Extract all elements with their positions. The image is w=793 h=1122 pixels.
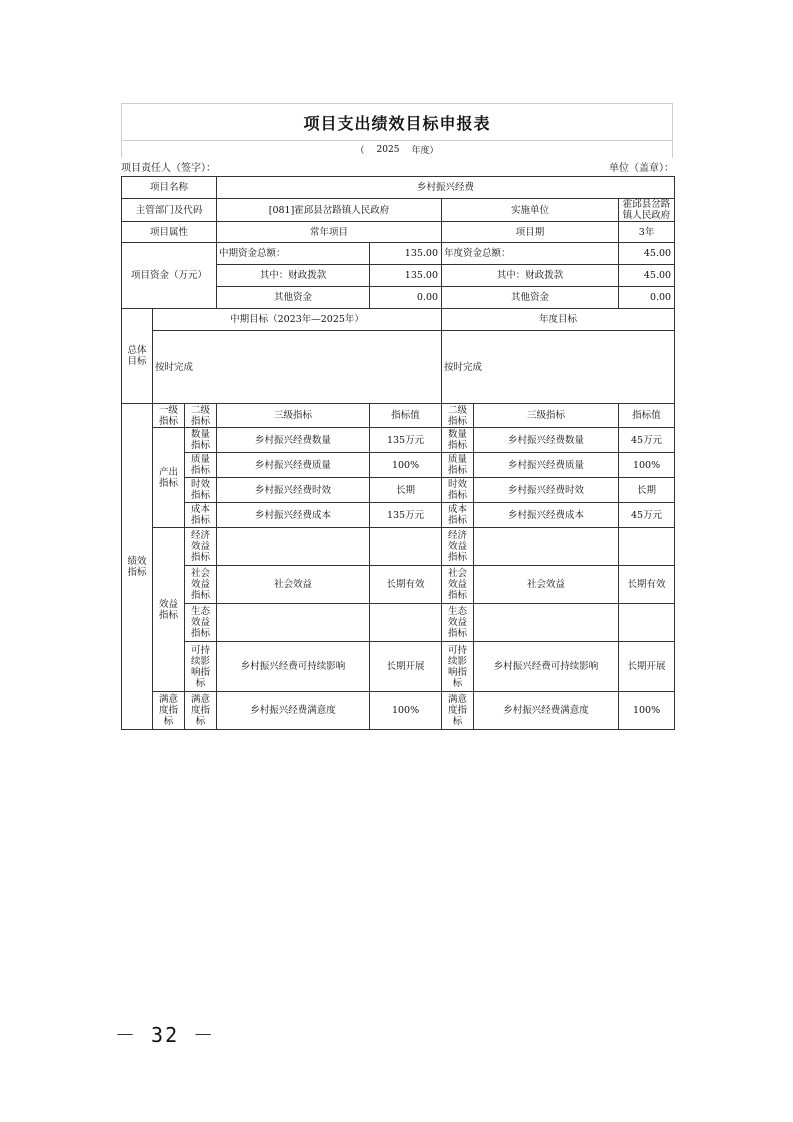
period-label: 项目期 [442, 222, 619, 243]
table-row [122, 428, 675, 453]
table-row [122, 177, 675, 199]
year-value: 2025 [376, 144, 400, 155]
table-row [122, 243, 675, 265]
table-row [122, 404, 675, 428]
table-row [122, 566, 675, 604]
performance-table [121, 176, 675, 730]
mid-goal-header: 中期目标（2023年—2025年） [153, 309, 442, 331]
mid-fiscal-label: 其中：财政拨款 [217, 265, 370, 287]
quality-name: 乡村振兴经费质量 [217, 453, 370, 478]
year-fiscal-value: 45.00 [619, 265, 675, 287]
mid-total-value: 135.00 [370, 243, 442, 265]
year-open: （ [355, 146, 365, 156]
goals-label: 总体目标 [122, 309, 153, 404]
social-l2-year: 社会效益指标 [442, 566, 474, 604]
satisfaction-name: 乡村振兴经费满意度 [217, 692, 370, 730]
benefit-label: 效益指标 [153, 528, 185, 692]
year-fiscal-label: 其中：财政拨款 [442, 265, 619, 287]
timeliness-mid: 长期 [370, 478, 442, 503]
dept-label: 主管部门及代码 [122, 199, 217, 222]
quantity-mid: 135万元 [370, 428, 442, 453]
mid-goal-text: 按时完成 [153, 331, 442, 404]
social-l2: 社会效益指标 [185, 566, 217, 604]
impl-value: 霍邱县岔路镇人民政府 [619, 199, 675, 222]
mid-fiscal-value: 135.00 [370, 265, 442, 287]
table-row [122, 199, 675, 222]
mid-total-label: 中期资金总额： [217, 243, 370, 265]
timeliness-year: 长期 [619, 478, 675, 503]
year-total-label: 年度资金总额： [442, 243, 619, 265]
economic-year [619, 528, 675, 566]
table-row [122, 642, 675, 692]
economic-l2-year: 经济效益指标 [442, 528, 474, 566]
attr-value: 常年项目 [217, 222, 442, 243]
ecological-l2: 生态效益指标 [185, 604, 217, 642]
ecological-l2-year: 生态效益指标 [442, 604, 474, 642]
sustainable-l2: 可持续影响指标 [185, 642, 217, 692]
impl-label: 实施单位 [442, 199, 619, 222]
table-row [122, 692, 675, 730]
quality-mid: 100% [370, 453, 442, 478]
mid-other-value: 0.00 [370, 287, 442, 309]
economic-l2: 经济效益指标 [185, 528, 217, 566]
ecological-name [217, 604, 370, 642]
quantity-name: 乡村振兴经费数量 [217, 428, 370, 453]
ecological-year [619, 604, 675, 642]
l3-header-year: 三级指标 [474, 404, 619, 428]
cost-l2-year: 成本指标 [442, 503, 474, 528]
quantity-l2: 数量指标 [185, 428, 217, 453]
l1-header: 一级指标 [153, 404, 185, 428]
responsible-label: 项目责任人（签字）： [121, 162, 216, 174]
social-mid: 长期有效 [370, 566, 442, 604]
period-value: 3年 [619, 222, 675, 243]
satisfaction-l2-year: 满意度指标 [442, 692, 474, 730]
cost-year: 45万元 [619, 503, 675, 528]
form-header [121, 103, 673, 158]
table-row [122, 604, 675, 642]
table-row [122, 331, 675, 404]
sustainable-name-year: 乡村振兴经费可持续影响 [474, 642, 619, 692]
attr-label: 项目属性 [122, 222, 217, 243]
value-header: 指标值 [370, 404, 442, 428]
quality-name-year: 乡村振兴经费质量 [474, 453, 619, 478]
indicators-label: 绩效指标 [122, 404, 153, 730]
table-row [122, 453, 675, 478]
cost-l2: 成本指标 [185, 503, 217, 528]
sustainable-name: 乡村振兴经费可持续影响 [217, 642, 370, 692]
economic-mid [370, 528, 442, 566]
cost-name-year: 乡村振兴经费成本 [474, 503, 619, 528]
l2-header-year: 二级指标 [442, 404, 474, 428]
dept-value: [081]霍邱县岔路镇人民政府 [217, 199, 442, 222]
timeliness-name: 乡村振兴经费时效 [217, 478, 370, 503]
timeliness-l2: 时效指标 [185, 478, 217, 503]
table-row [122, 528, 675, 566]
ecological-mid [370, 604, 442, 642]
sustainable-year: 长期开展 [619, 642, 675, 692]
table-row [122, 222, 675, 243]
economic-name-year [474, 528, 619, 566]
project-name: 乡村振兴经费 [217, 177, 675, 199]
funds-label: 项目资金（万元） [122, 243, 217, 309]
form-title: 项目支出绩效目标申报表 [121, 103, 673, 140]
quantity-name-year: 乡村振兴经费数量 [474, 428, 619, 453]
l3-header: 三级指标 [217, 404, 370, 428]
year-goal-text: 按时完成 [442, 331, 675, 404]
year-line [121, 140, 673, 158]
timeliness-name-year: 乡村振兴经费时效 [474, 478, 619, 503]
quality-year: 100% [619, 453, 675, 478]
year-other-value: 0.00 [619, 287, 675, 309]
value-header-year: 指标值 [619, 404, 675, 428]
economic-name [217, 528, 370, 566]
social-name-year: 社会效益 [474, 566, 619, 604]
cost-name: 乡村振兴经费成本 [217, 503, 370, 528]
ecological-name-year [474, 604, 619, 642]
timeliness-l2-year: 时效指标 [442, 478, 474, 503]
sustainable-mid: 长期开展 [370, 642, 442, 692]
table-row [122, 309, 675, 331]
satisfaction-year: 100% [619, 692, 675, 730]
l2-header: 二级指标 [185, 404, 217, 428]
cost-mid: 135万元 [370, 503, 442, 528]
quality-l2: 质量指标 [185, 453, 217, 478]
satisfaction-name-year: 乡村振兴经费满意度 [474, 692, 619, 730]
responsible-row [121, 157, 674, 175]
mid-other-label: 其他资金 [217, 287, 370, 309]
satisfaction-l2: 满意度指标 [185, 692, 217, 730]
satisfaction-mid: 100% [370, 692, 442, 730]
table-row [122, 478, 675, 503]
output-label: 产出指标 [153, 428, 185, 528]
social-name: 社会效益 [217, 566, 370, 604]
year-total-value: 45.00 [619, 243, 675, 265]
sustainable-l2-year: 可持续影响指标 [442, 642, 474, 692]
quantity-year: 45万元 [619, 428, 675, 453]
year-other-label: 其他资金 [442, 287, 619, 309]
social-year: 长期有效 [619, 566, 675, 604]
year-goal-header: 年度目标 [442, 309, 675, 331]
year-suffix: 年度） [411, 146, 439, 156]
unit-seal-label: 单位（盖章）： [609, 162, 674, 174]
quantity-l2-year: 数量指标 [442, 428, 474, 453]
page-number: － 32 － [115, 1023, 216, 1047]
satisfaction-label: 满意度指标 [153, 692, 185, 730]
table-row [122, 503, 675, 528]
project-name-label: 项目名称 [122, 177, 217, 199]
quality-l2-year: 质量指标 [442, 453, 474, 478]
